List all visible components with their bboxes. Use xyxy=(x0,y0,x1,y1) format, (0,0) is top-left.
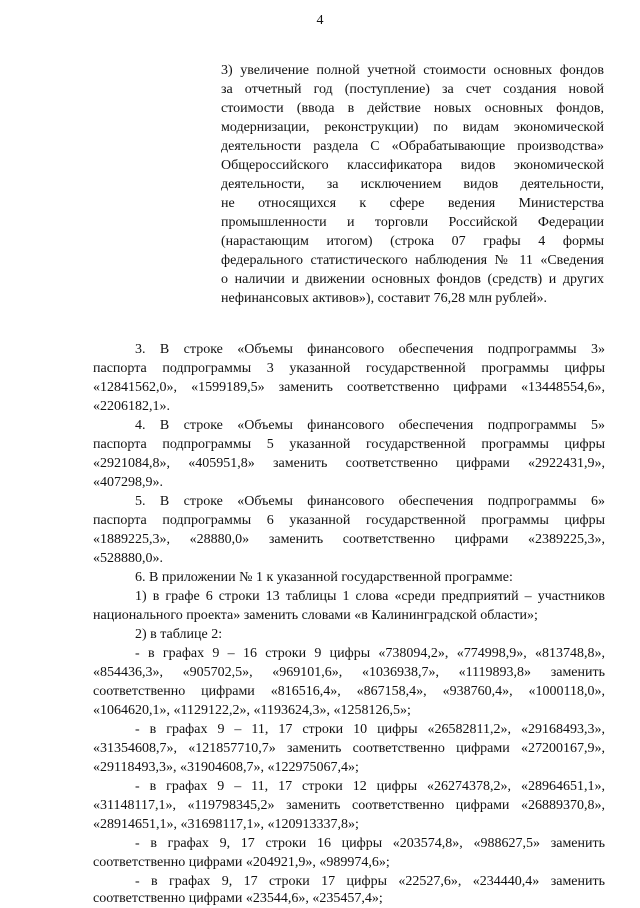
para6-line: «854436,3», «905702,5», «969101,6», «1036938,7», «1119893,8» заменить xyxy=(93,665,605,680)
item3-line: о наличии и движении основных фондов (средств) и других xyxy=(221,272,604,287)
para6-line: соответственно цифрами «204921,9», «989974,6»; xyxy=(93,855,390,870)
item3-line: за отчетный год (поступление) за счет создания новой xyxy=(221,82,604,97)
para6-line: - в графах 9 – 11, 17 строки 12 цифры «26274378,2», «28964651,1», xyxy=(135,779,605,794)
item3-line: модернизации, реконструкции) по видам экономической xyxy=(221,120,604,135)
para4-line: 4. В строке «Объемы финансового обеспечения подпрограммы 5» xyxy=(135,418,605,433)
para6-line: соответственно цифрами «23544,6», «235457,4»; xyxy=(93,891,383,906)
para4-line: паспорта подпрограммы 5 указанной государственной программы цифры xyxy=(93,437,605,452)
para6-line: - в графах 9 – 11, 17 строки 10 цифры «26582811,2», «29168493,3», xyxy=(135,722,605,737)
para4-line: «2921084,8», «405951,8» заменить соответственно цифрами «2922431,9», xyxy=(93,456,605,471)
para6-line: соответственно цифрами «816516,4», «867158,4», «938760,4», «1000118,0», xyxy=(93,684,605,699)
para6-line: «31354608,7», «121857710,7» заменить соответственно цифрами «27200167,9», xyxy=(93,741,605,756)
para6-line: «28914651,1», «31698117,1», «120913337,8»; xyxy=(93,817,359,832)
para3-line: 3. В строке «Объемы финансового обеспечения подпрограммы 3» xyxy=(135,342,605,357)
para6-line: - в графах 9 – 16 строки 9 цифры «738094,2», «774998,9», «813748,8», xyxy=(135,646,605,661)
item3-line: не относящихся к сфере ведения Министерства xyxy=(221,196,604,211)
para6-line: - в графах 9, 17 строки 16 цифры «203574,8», «988627,5» заменить xyxy=(135,836,605,851)
para6-line: «29118493,3», «31904608,7», «122975067,4»; xyxy=(93,760,359,775)
para5-line: «528880,0». xyxy=(93,551,163,566)
para6-line: национального проекта» заменить словами «в Калининградской области»; xyxy=(93,608,538,623)
para3-line: паспорта подпрограммы 3 указанной государственной программы цифры xyxy=(93,361,605,376)
item3-line: деятельности раздела С «Обрабатывающие производства» xyxy=(221,139,604,154)
para4-line: «407298,9». xyxy=(93,475,163,490)
item3-line: 3) увеличение полной учетной стоимости основных фондов xyxy=(221,63,604,78)
para5-line: «1889225,3», «28880,0» заменить соответственно цифрами «2389225,3», xyxy=(93,532,605,547)
item3-line: стоимости (ввода в действие новых основных фондов, xyxy=(221,101,604,116)
item3-line: федерального статистического наблюдения № 11 «Сведения xyxy=(221,253,604,268)
para6-line: 6. В приложении № 1 к указанной государственной программе: xyxy=(135,570,513,585)
para5-line: паспорта подпрограммы 6 указанной государственной программы цифры xyxy=(93,513,605,528)
para6-line: «1064620,1», «1129122,2», «1193624,3», «1258126,5»; xyxy=(93,703,411,718)
para6-line: - в графах 9, 17 строки 17 цифры «22527,6», «234440,4» заменить xyxy=(135,874,605,889)
para6-line: 1) в графе 6 строки 13 таблицы 1 слова «среди предприятий – участников xyxy=(135,589,605,604)
item3-line: промышленности и торговли Российской Федерации xyxy=(221,215,604,230)
item3-line: нефинансовых активов»), составит 76,28 млн рублей». xyxy=(221,291,548,306)
para3-line: «12841562,0», «1599189,5» заменить соответственно цифрами «13448554,6», xyxy=(93,380,605,395)
item3-line: (нарастающим итогом) (строка 07 графы 4 формы xyxy=(221,234,604,249)
para6-line: 2) в таблице 2: xyxy=(135,627,223,642)
page-number: 4 xyxy=(316,13,324,28)
para3-line: «2206182,1». xyxy=(93,399,170,414)
item3-line: деятельности, за исключением видов деятельности, xyxy=(221,177,604,192)
item3-line: Общероссийского классификатора видов экономической xyxy=(221,158,604,173)
para6-line: «31148117,1», «119798345,2» заменить соответственно цифрами «26889370,8», xyxy=(93,798,605,813)
para5-line: 5. В строке «Объемы финансового обеспечения подпрограммы 6» xyxy=(135,494,605,509)
